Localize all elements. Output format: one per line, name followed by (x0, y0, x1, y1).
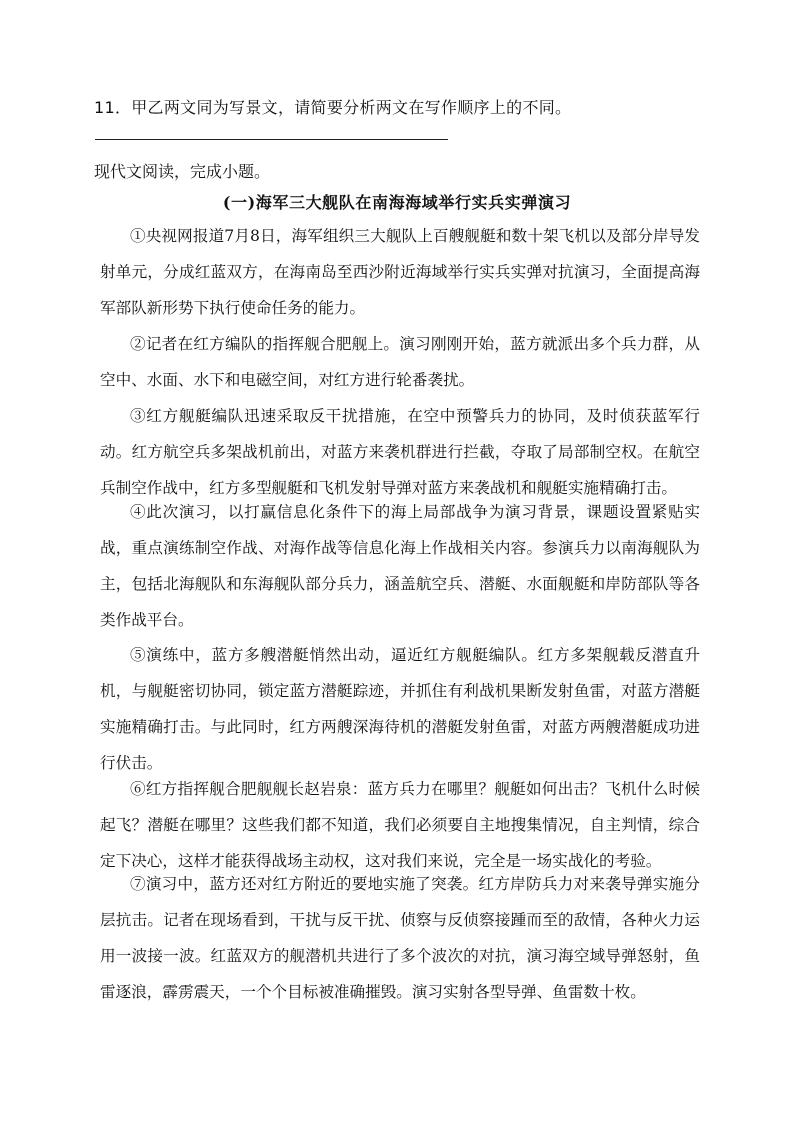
article-title: (一)海军三大舰队在南海海域举行实兵实弹演习 (222, 193, 572, 212)
article-paragraph-2: ②记者在红方编队的指挥舰合肥舰上。演习刚刚开始，蓝方就派出多个兵力群，从空中、水面、水下和电磁空间，对红方进行轮番袭扰。 (100, 335, 700, 389)
reading-instruction: 现代文阅读，完成小题。 (94, 162, 271, 181)
article-paragraph-6: ⑥红方指挥舰合肥舰舰长赵岩泉：蓝方兵力在哪里？舰艇如何出击？飞机什么时候起飞？潜艇在哪里？这些我们都不知道，我们必须要自主地搜集情况，自主判情，综合定下决心，这样才能获得战场主动权，这对我们来说，完全是一场实战化的考验。 (100, 780, 700, 870)
article-paragraph-1: ①央视网报道7月8日，海军组织三大舰队上百艘舰艇和数十架飞机以及部分岸导发射单元，分成红蓝双方，在海南岛至西沙附近海域举行实兵实弹对抗演习，全面提高海军部队新形势下执行使命任务的能力。 (100, 227, 700, 317)
article-paragraph-4: ④此次演习，以打赢信息化条件下的海上局部战争为演习背景，课题设置紧贴实战，重点演练制空作战、对海作战等信息化海上作战相关内容。参演兵力以南海舰队为主，包括北海舰队和东海舰队部分兵力，涵盖航空兵、潜艇、水面舰艇和岸防部队等各类作战平台。 (100, 503, 700, 629)
article-paragraph-5: ⑤演练中，蓝方多艘潜艇悄然出动，逼近红方舰艇编队。红方多架舰载反潜直升机，与舰艇密切协同，锁定蓝方潜艇踪迹，并抓住有利战机果断发射鱼雷，对蓝方潜艇实施精确打击。与此同时，红方两艘深海待机的潜艇发射鱼雷，对蓝方两艘潜艇成功进行伏击。 (100, 646, 700, 772)
article-paragraph-7: ⑦演习中，蓝方还对红方附近的要地实施了突袭。红方岸防兵力对来袭导弹实施分层抗击。记者在现场看到，干扰与反干扰、侦察与反侦察接踵而至的敌情，各种火力运用一波接一波。红蓝双方的舰潜机共进行了多个波次的对抗，演习海空域导弹怒射，鱼雷逐浪，霹雳震天，一个个目标被准确摧毁。演习实射各型导弹、鱼雷数十枚。 (100, 875, 700, 1001)
article-paragraph-3: ③红方舰艇编队迅速采取反干扰措施，在空中预警兵力的协同，及时侦获蓝军行动。红方航空兵多架战机前出，对蓝方来袭机群进行拦截，夺取了局部制空权。在航空兵制空作战中，红方多型舰艇和飞机发射导弹对蓝方来袭战机和舰艇实施精确打击。 (100, 407, 700, 497)
answer-blank-line[interactable] (95, 139, 448, 140)
question-11: 11．甲乙两文同为写景文，请简要分析两文在写作顺序上的不同。 (94, 98, 572, 117)
